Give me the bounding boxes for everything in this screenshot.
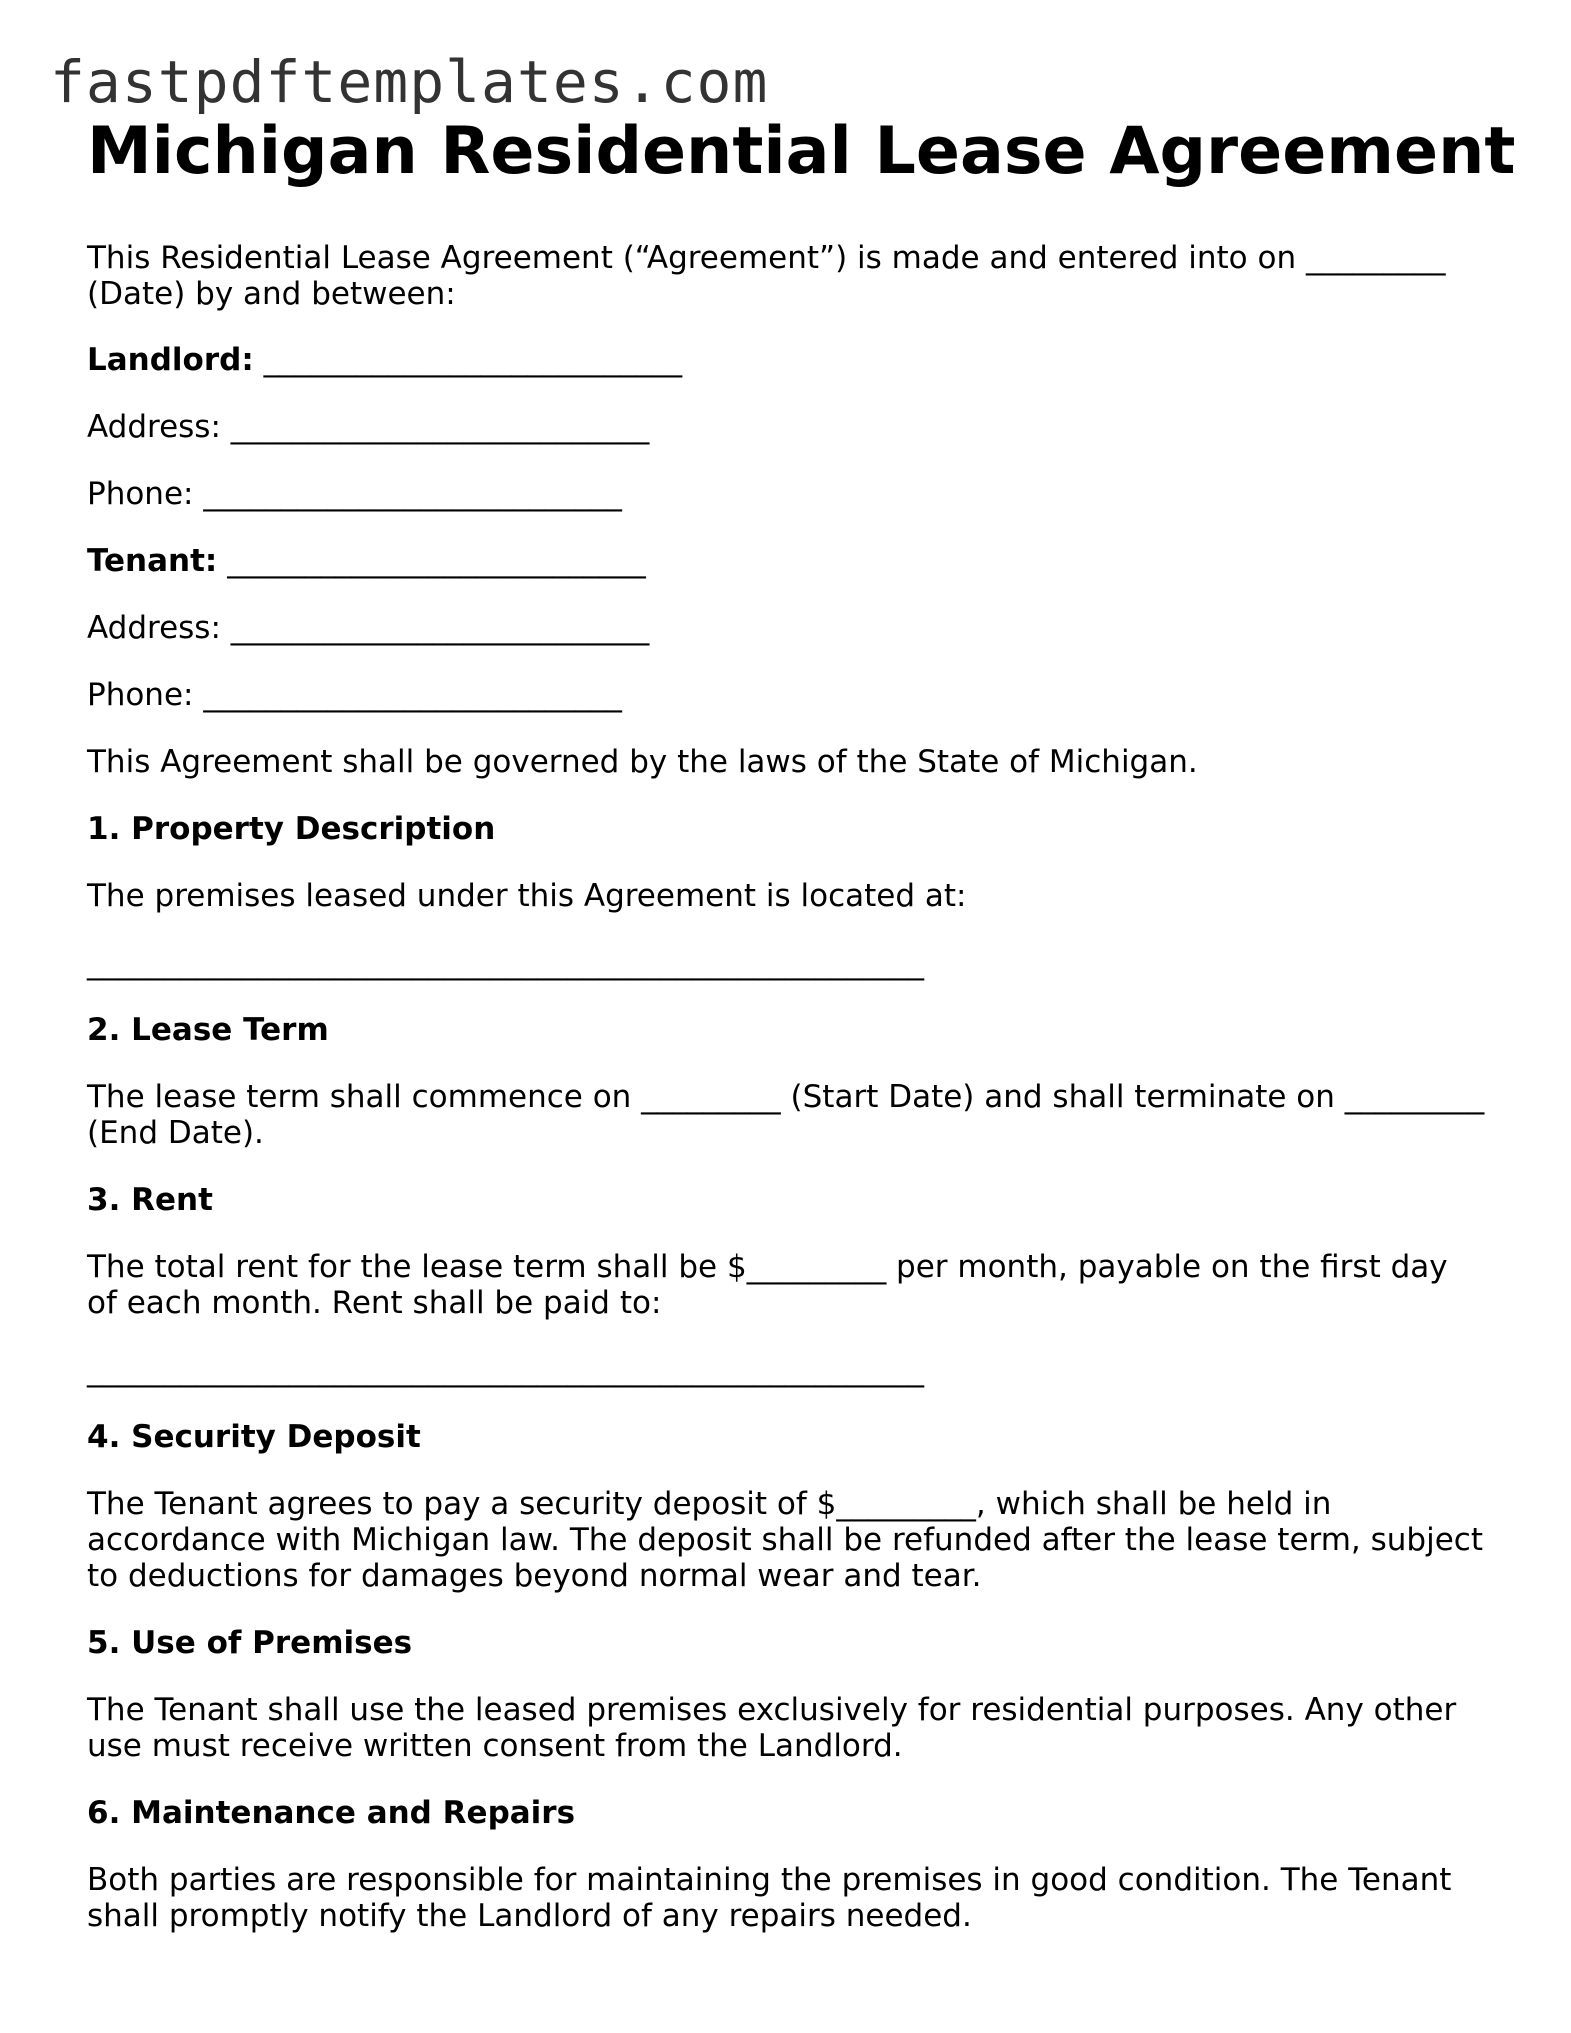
- section-2-heading: 2. Lease Term: [87, 1012, 329, 1048]
- tenant-phone-line: Phone: ___________________________: [87, 677, 622, 713]
- rent-payee-blank: ______________________________________________________: [87, 1352, 924, 1388]
- tenant-line: [87, 543, 1487, 579]
- landlord-label: Landlord:: [87, 342, 254, 378]
- tenant-address-line: Address: ___________________________: [87, 610, 650, 646]
- governing-law-paragraph: This Agreement shall be governed by the laws of the State of Michigan.: [87, 744, 1198, 780]
- tenant-name-blank: ___________________________: [227, 543, 646, 579]
- landlord-address-line: Address: ___________________________: [87, 409, 650, 445]
- intro-paragraph: This Residential Lease Agreement (“Agreement”) is made and entered into on _________ (Date) by and between:: [87, 240, 1446, 312]
- watermark-text: fastpdftemplates.com: [50, 48, 769, 116]
- section-5-heading: 5. Use of Premises: [87, 1625, 413, 1661]
- section-4-heading: 4. Security Deposit: [87, 1419, 421, 1455]
- section-3-text: The total rent for the lease term shall be $_________ per month, payable on the first day of each month. Rent shall be paid to:: [87, 1249, 1448, 1321]
- landlord-name-blank: ___________________________: [263, 342, 683, 378]
- section-6-heading: 6. Maintenance and Repairs: [87, 1795, 576, 1831]
- section-1-text: The premises leased under this Agreement is located at:: [87, 878, 967, 914]
- section-4-text: The Tenant agrees to pay a security deposit of $_________, which shall be held in accordance with Michigan law. The deposit shall be refunded after the lease term, subject to deductions for damages beyond normal wear and tear.: [87, 1486, 1483, 1594]
- section-2-text: The lease term shall commence on _________ (Start Date) and shall terminate on _________ (End Date).: [87, 1079, 1485, 1151]
- section-3-heading: 3. Rent: [87, 1182, 213, 1218]
- lease-document: [87, 112, 1516, 1934]
- landlord-line: [87, 342, 1487, 378]
- section-1-heading: 1. Property Description: [87, 811, 496, 847]
- landlord-phone-line: Phone: ___________________________: [87, 476, 622, 512]
- document-title: Michigan Residential Lease Agreement: [87, 114, 1516, 189]
- section-6-text: Both parties are responsible for maintaining the premises in good condition. The Tenant shall promptly notify the Landlord of any repairs needed.: [87, 1862, 1452, 1934]
- tenant-label: Tenant:: [87, 543, 218, 579]
- property-address-blank: ______________________________________________________: [87, 945, 924, 981]
- section-5-text: The Tenant shall use the leased premises exclusively for residential purposes. Any other use must receive written consent from the Landlord.: [87, 1692, 1457, 1764]
